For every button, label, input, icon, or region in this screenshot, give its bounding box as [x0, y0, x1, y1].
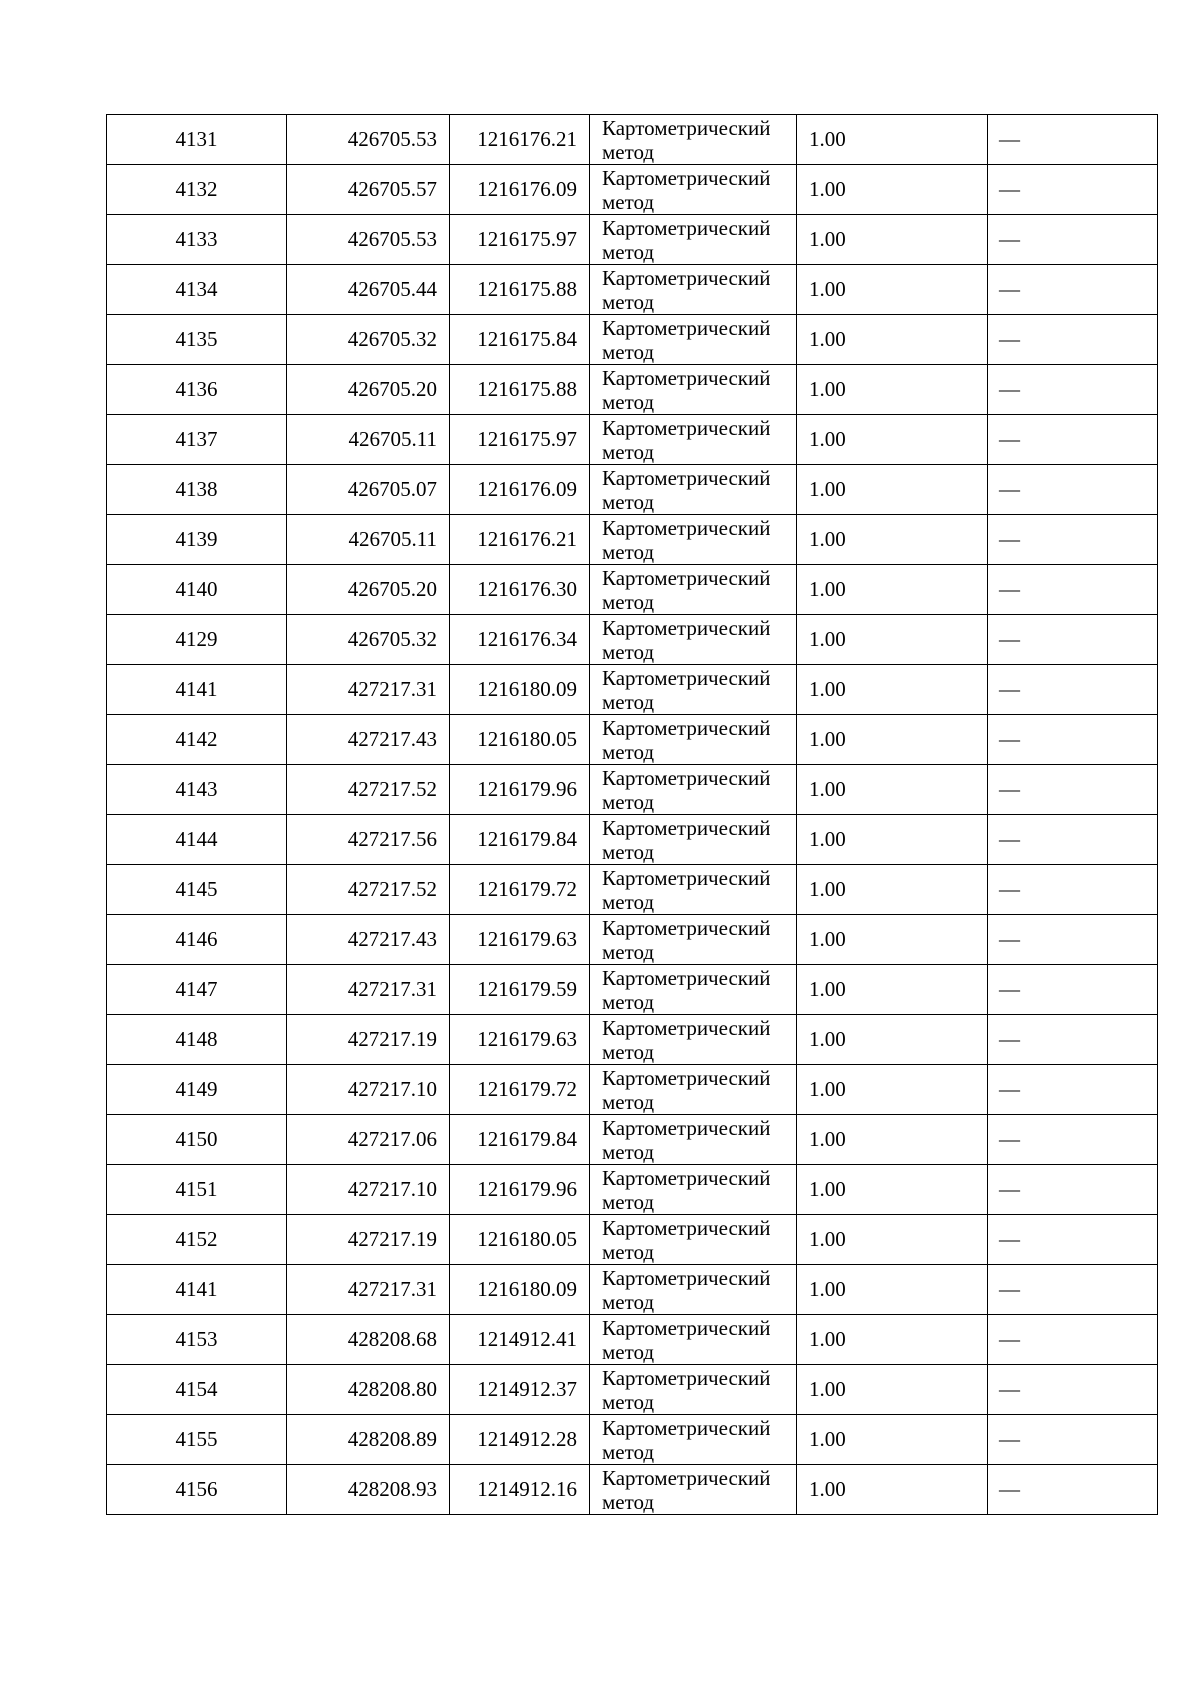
description-cell: —: [988, 865, 1158, 915]
x-coordinate-cell: 426705.57: [287, 165, 450, 215]
y-coordinate-cell: 1216179.96: [450, 1165, 590, 1215]
method-cell: Картометрический метод: [590, 1265, 797, 1315]
table-row: [107, 715, 1158, 765]
accuracy-cell: 1.00: [797, 365, 988, 415]
accuracy-cell: 1.00: [797, 515, 988, 565]
table-row: [107, 1115, 1158, 1165]
y-coordinate-cell: 1216180.05: [450, 715, 590, 765]
x-coordinate-cell: 427217.31: [287, 665, 450, 715]
method-cell: Картометрический метод: [590, 165, 797, 215]
description-cell: —: [988, 215, 1158, 265]
description-cell: —: [988, 665, 1158, 715]
accuracy-cell: 1.00: [797, 1215, 988, 1265]
description-cell: —: [988, 915, 1158, 965]
method-cell: Картометрический метод: [590, 1365, 797, 1415]
accuracy-cell: 1.00: [797, 665, 988, 715]
y-coordinate-cell: 1216179.63: [450, 1015, 590, 1065]
x-coordinate-cell: 428208.93: [287, 1465, 450, 1515]
description-cell: —: [988, 165, 1158, 215]
table-row: [107, 415, 1158, 465]
table-row: [107, 1015, 1158, 1065]
coordinates-table: [106, 114, 1158, 1515]
y-coordinate-cell: 1216176.30: [450, 565, 590, 615]
description-cell: —: [988, 315, 1158, 365]
y-coordinate-cell: 1216176.09: [450, 165, 590, 215]
method-cell: Картометрический метод: [590, 115, 797, 165]
accuracy-cell: 1.00: [797, 1015, 988, 1065]
accuracy-cell: 1.00: [797, 865, 988, 915]
y-coordinate-cell: 1214912.28: [450, 1415, 590, 1465]
table-row: [107, 565, 1158, 615]
y-coordinate-cell: 1216176.34: [450, 615, 590, 665]
y-coordinate-cell: 1216175.88: [450, 265, 590, 315]
accuracy-cell: 1.00: [797, 415, 988, 465]
point-number-cell: 4143: [107, 765, 287, 815]
y-coordinate-cell: 1216179.84: [450, 815, 590, 865]
table-row: [107, 1365, 1158, 1415]
method-cell: Картометрический метод: [590, 515, 797, 565]
point-number-cell: 4129: [107, 615, 287, 665]
point-number-cell: 4133: [107, 215, 287, 265]
y-coordinate-cell: 1216175.97: [450, 415, 590, 465]
point-number-cell: 4132: [107, 165, 287, 215]
y-coordinate-cell: 1216175.88: [450, 365, 590, 415]
table-row: [107, 515, 1158, 565]
method-cell: Картометрический метод: [590, 265, 797, 315]
accuracy-cell: 1.00: [797, 965, 988, 1015]
y-coordinate-cell: 1216180.09: [450, 1265, 590, 1315]
table-row: [107, 315, 1158, 365]
x-coordinate-cell: 426705.32: [287, 315, 450, 365]
table-row: [107, 1465, 1158, 1515]
method-cell: Картометрический метод: [590, 415, 797, 465]
table-row: [107, 965, 1158, 1015]
description-cell: —: [988, 265, 1158, 315]
point-number-cell: 4145: [107, 865, 287, 915]
point-number-cell: 4142: [107, 715, 287, 765]
y-coordinate-cell: 1216179.96: [450, 765, 590, 815]
table-row: [107, 665, 1158, 715]
method-cell: Картометрический метод: [590, 315, 797, 365]
method-cell: Картометрический метод: [590, 1465, 797, 1515]
x-coordinate-cell: 427217.19: [287, 1015, 450, 1065]
accuracy-cell: 1.00: [797, 1165, 988, 1215]
point-number-cell: 4139: [107, 515, 287, 565]
x-coordinate-cell: 427217.43: [287, 915, 450, 965]
x-coordinate-cell: 427217.43: [287, 715, 450, 765]
point-number-cell: 4148: [107, 1015, 287, 1065]
method-cell: Картометрический метод: [590, 715, 797, 765]
method-cell: Картометрический метод: [590, 365, 797, 415]
accuracy-cell: 1.00: [797, 215, 988, 265]
description-cell: —: [988, 1165, 1158, 1215]
accuracy-cell: 1.00: [797, 265, 988, 315]
table-row: [107, 1165, 1158, 1215]
method-cell: Картометрический метод: [590, 1115, 797, 1165]
description-cell: —: [988, 815, 1158, 865]
table-row: [107, 215, 1158, 265]
accuracy-cell: 1.00: [797, 315, 988, 365]
method-cell: Картометрический метод: [590, 765, 797, 815]
coordinates-table-body: [107, 115, 1158, 1515]
description-cell: —: [988, 1015, 1158, 1065]
y-coordinate-cell: 1216175.84: [450, 315, 590, 365]
y-coordinate-cell: 1216175.97: [450, 215, 590, 265]
table-row: [107, 115, 1158, 165]
table-row: [107, 865, 1158, 915]
accuracy-cell: 1.00: [797, 565, 988, 615]
table-row: [107, 615, 1158, 665]
x-coordinate-cell: 426705.44: [287, 265, 450, 315]
x-coordinate-cell: 426705.32: [287, 615, 450, 665]
x-coordinate-cell: 427217.52: [287, 865, 450, 915]
description-cell: —: [988, 1265, 1158, 1315]
table-row: [107, 165, 1158, 215]
point-number-cell: 4151: [107, 1165, 287, 1215]
description-cell: —: [988, 565, 1158, 615]
description-cell: —: [988, 465, 1158, 515]
method-cell: Картометрический метод: [590, 865, 797, 915]
x-coordinate-cell: 426705.11: [287, 515, 450, 565]
accuracy-cell: 1.00: [797, 115, 988, 165]
point-number-cell: 4135: [107, 315, 287, 365]
point-number-cell: 4156: [107, 1465, 287, 1515]
x-coordinate-cell: 427217.31: [287, 965, 450, 1015]
table-row: [107, 265, 1158, 315]
accuracy-cell: 1.00: [797, 1065, 988, 1115]
point-number-cell: 4146: [107, 915, 287, 965]
method-cell: Картометрический метод: [590, 815, 797, 865]
x-coordinate-cell: 427217.19: [287, 1215, 450, 1265]
method-cell: Картометрический метод: [590, 1165, 797, 1215]
table-row: [107, 1415, 1158, 1465]
x-coordinate-cell: 426705.20: [287, 365, 450, 415]
accuracy-cell: 1.00: [797, 615, 988, 665]
x-coordinate-cell: 428208.89: [287, 1415, 450, 1465]
method-cell: Картометрический метод: [590, 615, 797, 665]
point-number-cell: 4150: [107, 1115, 287, 1165]
table-row: [107, 1315, 1158, 1365]
description-cell: —: [988, 1465, 1158, 1515]
point-number-cell: 4136: [107, 365, 287, 415]
description-cell: —: [988, 615, 1158, 665]
method-cell: Картометрический метод: [590, 1315, 797, 1365]
y-coordinate-cell: 1214912.16: [450, 1465, 590, 1515]
method-cell: Картометрический метод: [590, 215, 797, 265]
y-coordinate-cell: 1216179.63: [450, 915, 590, 965]
description-cell: —: [988, 1215, 1158, 1265]
method-cell: Картометрический метод: [590, 1065, 797, 1115]
y-coordinate-cell: 1216179.84: [450, 1115, 590, 1165]
y-coordinate-cell: 1216179.59: [450, 965, 590, 1015]
accuracy-cell: 1.00: [797, 1115, 988, 1165]
point-number-cell: 4134: [107, 265, 287, 315]
point-number-cell: 4131: [107, 115, 287, 165]
accuracy-cell: 1.00: [797, 1465, 988, 1515]
point-number-cell: 4149: [107, 1065, 287, 1115]
description-cell: —: [988, 365, 1158, 415]
accuracy-cell: 1.00: [797, 765, 988, 815]
point-number-cell: 4153: [107, 1315, 287, 1365]
description-cell: —: [988, 1415, 1158, 1465]
description-cell: —: [988, 1115, 1158, 1165]
x-coordinate-cell: 427217.52: [287, 765, 450, 815]
y-coordinate-cell: 1216176.21: [450, 115, 590, 165]
description-cell: —: [988, 515, 1158, 565]
table-row: [107, 1215, 1158, 1265]
accuracy-cell: 1.00: [797, 465, 988, 515]
x-coordinate-cell: 427217.06: [287, 1115, 450, 1165]
description-cell: —: [988, 115, 1158, 165]
point-number-cell: 4138: [107, 465, 287, 515]
x-coordinate-cell: 426705.07: [287, 465, 450, 515]
table-row: [107, 365, 1158, 415]
point-number-cell: 4141: [107, 665, 287, 715]
table-row: [107, 815, 1158, 865]
point-number-cell: 4140: [107, 565, 287, 615]
x-coordinate-cell: 427217.56: [287, 815, 450, 865]
x-coordinate-cell: 427217.10: [287, 1065, 450, 1115]
method-cell: Картометрический метод: [590, 565, 797, 615]
point-number-cell: 4152: [107, 1215, 287, 1265]
accuracy-cell: 1.00: [797, 1365, 988, 1415]
method-cell: Картометрический метод: [590, 965, 797, 1015]
table-row: [107, 465, 1158, 515]
point-number-cell: 4137: [107, 415, 287, 465]
y-coordinate-cell: 1216180.05: [450, 1215, 590, 1265]
x-coordinate-cell: 426705.11: [287, 415, 450, 465]
table-row: [107, 1065, 1158, 1115]
table-row: [107, 1265, 1158, 1315]
method-cell: Картометрический метод: [590, 1015, 797, 1065]
y-coordinate-cell: 1216176.21: [450, 515, 590, 565]
accuracy-cell: 1.00: [797, 165, 988, 215]
description-cell: —: [988, 765, 1158, 815]
description-cell: —: [988, 1065, 1158, 1115]
y-coordinate-cell: 1214912.37: [450, 1365, 590, 1415]
accuracy-cell: 1.00: [797, 1415, 988, 1465]
point-number-cell: 4141: [107, 1265, 287, 1315]
accuracy-cell: 1.00: [797, 915, 988, 965]
y-coordinate-cell: 1216176.09: [450, 465, 590, 515]
x-coordinate-cell: 426705.20: [287, 565, 450, 615]
accuracy-cell: 1.00: [797, 715, 988, 765]
description-cell: —: [988, 965, 1158, 1015]
x-coordinate-cell: 428208.68: [287, 1315, 450, 1365]
method-cell: Картометрический метод: [590, 915, 797, 965]
y-coordinate-cell: 1216179.72: [450, 1065, 590, 1115]
description-cell: —: [988, 415, 1158, 465]
x-coordinate-cell: 428208.80: [287, 1365, 450, 1415]
y-coordinate-cell: 1214912.41: [450, 1315, 590, 1365]
x-coordinate-cell: 427217.31: [287, 1265, 450, 1315]
description-cell: —: [988, 715, 1158, 765]
description-cell: —: [988, 1315, 1158, 1365]
table-row: [107, 915, 1158, 965]
point-number-cell: 4147: [107, 965, 287, 1015]
x-coordinate-cell: 427217.10: [287, 1165, 450, 1215]
point-number-cell: 4155: [107, 1415, 287, 1465]
y-coordinate-cell: 1216180.09: [450, 665, 590, 715]
method-cell: Картометрический метод: [590, 465, 797, 515]
accuracy-cell: 1.00: [797, 1265, 988, 1315]
method-cell: Картометрический метод: [590, 1415, 797, 1465]
description-cell: —: [988, 1365, 1158, 1415]
x-coordinate-cell: 426705.53: [287, 215, 450, 265]
accuracy-cell: 1.00: [797, 815, 988, 865]
point-number-cell: 4154: [107, 1365, 287, 1415]
accuracy-cell: 1.00: [797, 1315, 988, 1365]
point-number-cell: 4144: [107, 815, 287, 865]
x-coordinate-cell: 426705.53: [287, 115, 450, 165]
method-cell: Картометрический метод: [590, 665, 797, 715]
method-cell: Картометрический метод: [590, 1215, 797, 1265]
table-row: [107, 765, 1158, 815]
y-coordinate-cell: 1216179.72: [450, 865, 590, 915]
